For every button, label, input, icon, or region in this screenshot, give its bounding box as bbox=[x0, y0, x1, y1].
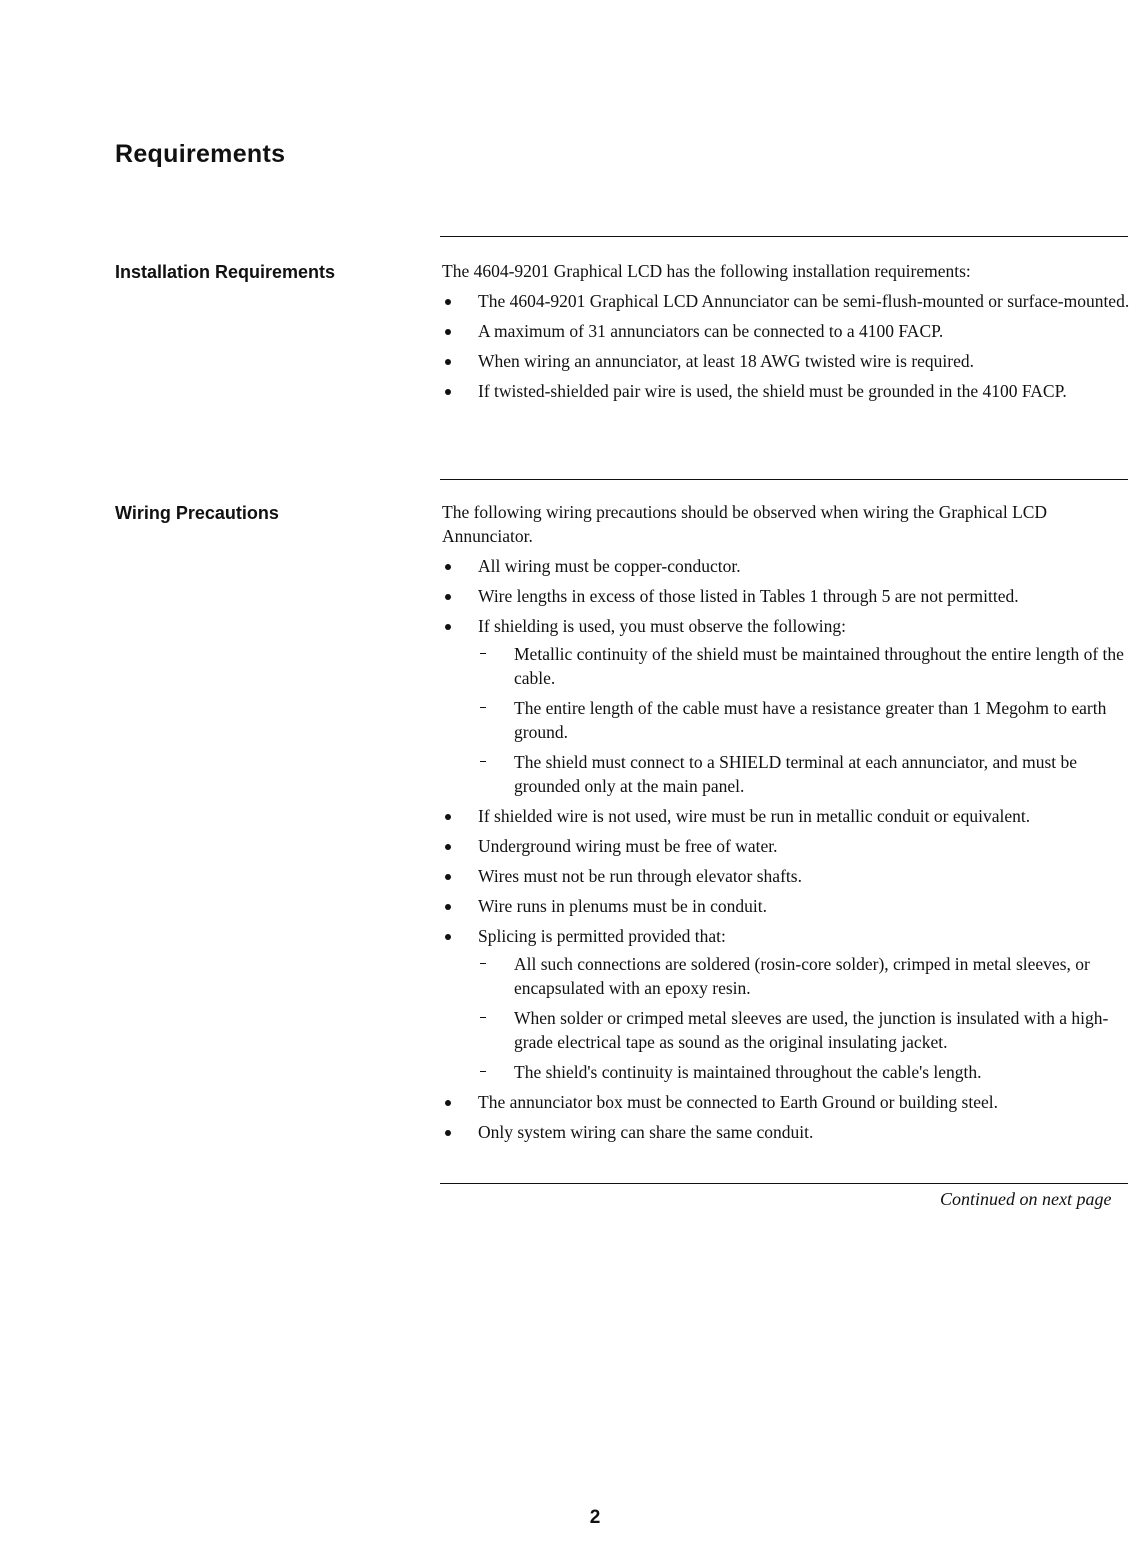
list-item-text: All wiring must be copper-conductor. bbox=[478, 556, 741, 576]
installation-requirements-heading: Installation Requirements bbox=[115, 262, 336, 282]
bullet-icon bbox=[445, 814, 451, 820]
list-item-text: Only system wiring can share the same conduit. bbox=[478, 1122, 814, 1142]
section-divider-middle bbox=[440, 479, 1128, 480]
list-item-text: Wires must not be run through elevator shafts. bbox=[478, 866, 802, 886]
list-item-text: Wire runs in plenums must be in conduit. bbox=[478, 896, 767, 916]
bullet-icon bbox=[445, 904, 451, 910]
list-item-text: The annunciator box must be connected to Earth Ground or building steel. bbox=[478, 1092, 999, 1112]
list-item-text: Underground wiring must be free of water. bbox=[478, 836, 778, 856]
wiring-bullet-list bbox=[442, 554, 1132, 1144]
sub-list-item-text: All such connections are soldered (rosin-core solder), crimped in metal sleeves, or encapsulated with an epoxy resin. bbox=[514, 954, 1090, 998]
list-item-text: Splicing is permitted provided that: bbox=[478, 926, 726, 946]
bullet-icon bbox=[445, 1100, 451, 1106]
list-item bbox=[442, 289, 1132, 313]
list-item-text: When wiring an annunciator, at least 18 AWG twisted wire is required. bbox=[478, 351, 975, 371]
dash-icon bbox=[480, 761, 486, 762]
bullet-icon bbox=[445, 299, 451, 305]
sub-list-item-text: The entire length of the cable must have a resistance greater than 1 Megohm to earth ground. bbox=[514, 698, 1107, 742]
bullet-icon bbox=[445, 359, 451, 365]
sub-list-item-text: The shield's continuity is maintained throughout the cable's length. bbox=[514, 1062, 982, 1082]
dash-icon bbox=[480, 1071, 486, 1072]
bullet-icon bbox=[445, 844, 451, 850]
dash-icon bbox=[480, 653, 486, 654]
list-item bbox=[442, 554, 1132, 578]
sub-list-item-text: Metallic continuity of the shield must be maintained throughout the entire length of the cable. bbox=[514, 644, 1124, 688]
page-title: Requirements bbox=[115, 140, 286, 168]
sub-list-item bbox=[478, 642, 1132, 690]
list-item-text: The 4604-9201 Graphical LCD Annunciator can be semi-flush-mounted or surface-mounted. bbox=[478, 291, 1130, 311]
section-divider-top bbox=[440, 236, 1128, 237]
sub-list-item bbox=[478, 696, 1132, 744]
list-item bbox=[442, 894, 1132, 918]
bullet-icon bbox=[445, 564, 451, 570]
wiring-precautions-section bbox=[442, 500, 1132, 1150]
list-item bbox=[442, 864, 1132, 888]
bullet-icon bbox=[445, 624, 451, 630]
list-item bbox=[442, 1120, 1132, 1144]
bullet-icon bbox=[445, 1130, 451, 1136]
bullet-icon bbox=[445, 389, 451, 395]
sub-list bbox=[478, 952, 1132, 1084]
list-item-text: If shielded wire is not used, wire must be run in metallic conduit or equivalent. bbox=[478, 806, 1031, 826]
list-item-text: If shielding is used, you must observe the following: bbox=[478, 616, 846, 636]
installation-bullet-list bbox=[442, 289, 1132, 403]
sub-list-item bbox=[478, 952, 1132, 1000]
list-item bbox=[442, 834, 1132, 858]
list-item-text: A maximum of 31 annunciators can be connected to a 4100 FACP. bbox=[478, 321, 944, 341]
dash-icon bbox=[480, 963, 486, 964]
bullet-icon bbox=[445, 594, 451, 600]
sub-list-item bbox=[478, 750, 1132, 798]
wiring-precautions-heading: Wiring Precautions bbox=[115, 503, 279, 523]
sub-list-item-text: When solder or crimped metal sleeves are used, the junction is insulated with a high-grade electrical tape as sound as the original insulating jacket. bbox=[514, 1008, 1109, 1052]
page-number: 2 bbox=[589, 1507, 601, 1528]
bullet-icon bbox=[445, 329, 451, 335]
sub-list-item bbox=[478, 1060, 1132, 1084]
sub-list-item-text: The shield must connect to a SHIELD terminal at each annunciator, and must be grounded only at the main panel. bbox=[514, 752, 1078, 796]
dash-icon bbox=[480, 707, 486, 708]
installation-intro: The 4604-9201 Graphical LCD has the following installation requirements: bbox=[442, 261, 971, 281]
list-item bbox=[442, 319, 1132, 343]
installation-requirements-section bbox=[442, 259, 1132, 409]
sub-list bbox=[478, 642, 1132, 798]
dash-icon bbox=[480, 1017, 486, 1018]
list-item bbox=[442, 924, 1132, 1084]
continued-note: Continued on next page bbox=[940, 1189, 1112, 1209]
list-item-text: If twisted-shielded pair wire is used, the shield must be grounded in the 4100 FACP. bbox=[478, 381, 1067, 401]
list-item bbox=[442, 804, 1132, 828]
list-item-text: Wire lengths in excess of those listed in Tables 1 through 5 are not permitted. bbox=[478, 586, 1019, 606]
section-divider-bottom bbox=[440, 1183, 1128, 1184]
list-item bbox=[442, 1090, 1132, 1114]
wiring-intro: The following wiring precautions should be observed when wiring the Graphical LCD Annunciator. bbox=[442, 502, 1048, 546]
list-item bbox=[442, 349, 1132, 373]
bullet-icon bbox=[445, 874, 451, 880]
bullet-icon bbox=[445, 934, 451, 940]
list-item bbox=[442, 614, 1132, 798]
list-item bbox=[442, 584, 1132, 608]
list-item bbox=[442, 379, 1132, 403]
sub-list-item bbox=[478, 1006, 1132, 1054]
